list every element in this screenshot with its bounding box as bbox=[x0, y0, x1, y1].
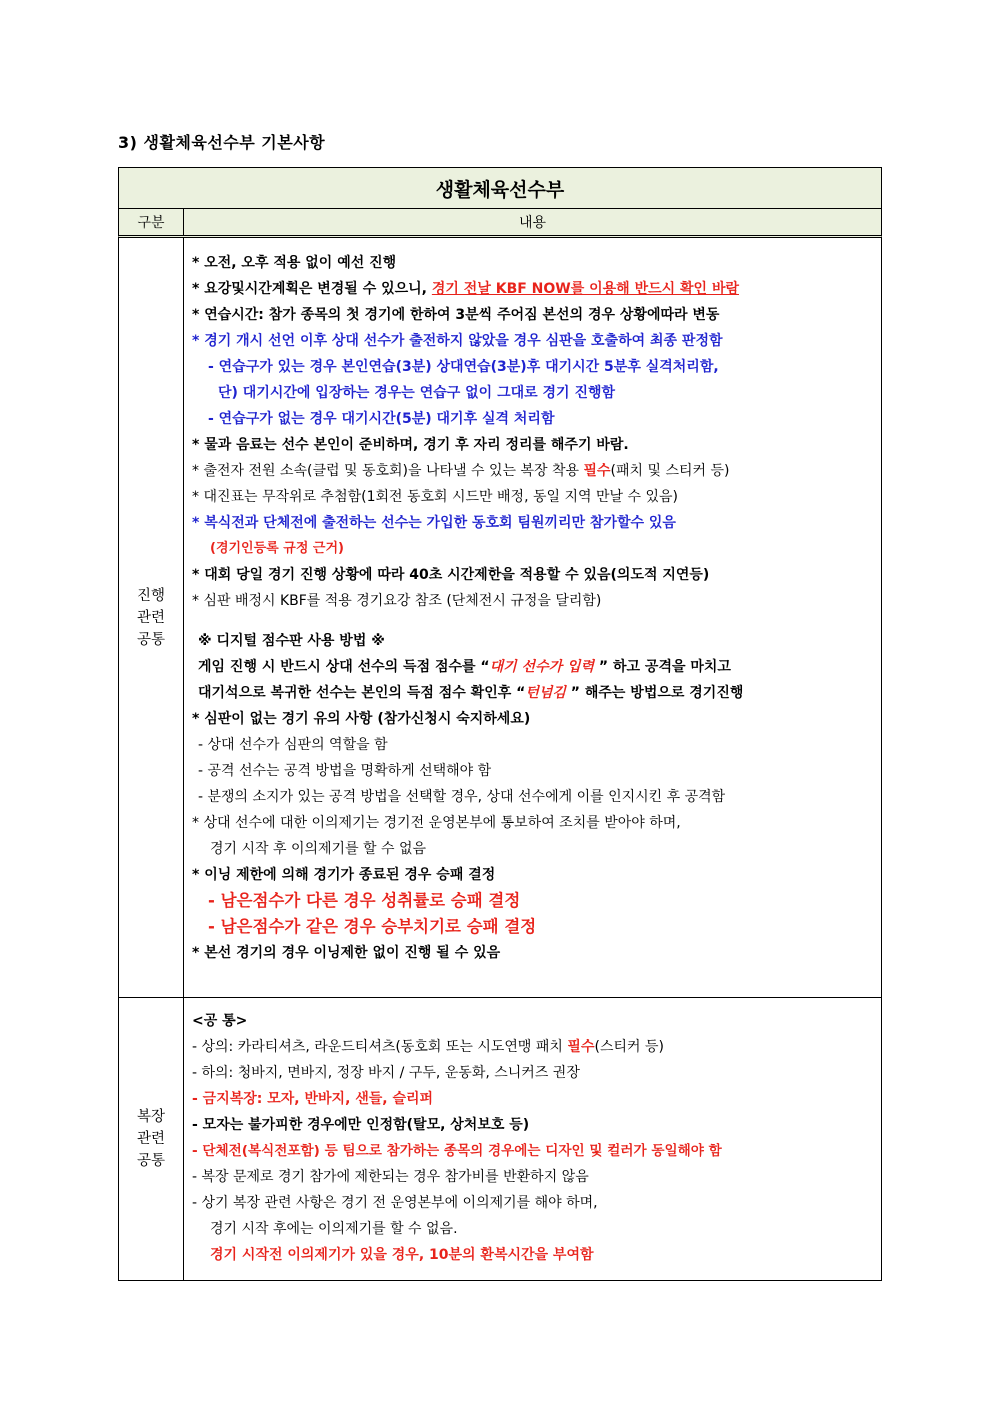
row-label-line: 관련 bbox=[136, 1131, 165, 1147]
list-item: - 상기 복장 관련 사항은 경기 전 운영본부에 이의제기를 해야 하며, bbox=[192, 1195, 598, 1211]
list-item: 경기 시작전 이의제기가 있을 경우, 10분의 환복시간을 부여함 bbox=[210, 1247, 594, 1263]
list-item: * 복식전과 단체전에 출전하는 선수는 가입한 동호회 팀원끼리만 참가할수 있음 bbox=[192, 515, 676, 531]
row-label-line: 관련 bbox=[136, 609, 165, 626]
text: (스티커 등) bbox=[594, 1039, 664, 1055]
list-item: * 이닝 제한에 의해 경기가 종료된 경우 승패 결정 bbox=[192, 867, 496, 883]
list-item: * 상대 선수에 대한 이의제기는 경기전 운영본부에 통보하여 조치를 받아야 하며, bbox=[192, 815, 681, 831]
list-item: - 하의: 청바지, 면바지, 정장 바지 / 구두, 운동화, 스니커즈 권장 bbox=[192, 1065, 580, 1081]
list-item: * 대진표는 무작위로 추첨함(1회전 동호회 시드만 배정, 동일 지역 만날 수 있음) bbox=[192, 489, 678, 505]
list-item: - 분쟁의 소지가 있는 공격 방법을 선택할 경우, 상대 선수에게 이를 인지시킨 후 공격함 bbox=[198, 789, 726, 805]
text: 게임 진행 시 반드시 상대 선수의 득점 점수를 “ bbox=[198, 659, 490, 675]
text: ” 하고 공격을 마치고 bbox=[594, 659, 731, 675]
table-row-progress bbox=[118, 238, 882, 998]
table-row-attire bbox=[118, 998, 882, 1281]
list-item: * 물과 음료는 선수 본인이 준비하며, 경기 후 자리 정리를 해주기 바람. bbox=[192, 437, 629, 453]
list-item: * 본선 경기의 경우 이닝제한 없이 진행 될 수 있음 bbox=[192, 945, 501, 961]
section-title: 3) 생활체육선수부 기본사항 bbox=[118, 133, 326, 152]
list-item: (경기인등록 규정 근거) bbox=[210, 541, 344, 556]
highlight-text: 경기 전날 KBF NOW를 이용해 반드시 확인 바람 bbox=[431, 281, 739, 297]
list-item: 단) 대기시간에 입장하는 경우는 연습구 없이 그대로 경기 진행함 bbox=[218, 385, 616, 401]
rules-table bbox=[118, 167, 882, 1281]
highlight-text: 필수 bbox=[567, 1039, 595, 1055]
progress-content bbox=[184, 238, 881, 997]
header-content: 내용 bbox=[518, 215, 547, 231]
list-item: - 공격 선수는 공격 방법을 명확하게 선택해야 함 bbox=[198, 763, 492, 779]
table-header-row bbox=[118, 208, 882, 238]
list-item bbox=[192, 1034, 881, 1060]
list-item bbox=[192, 276, 881, 302]
list-item: * 심판이 없는 경기 유의 사항 (참가신청시 숙지하세요) bbox=[192, 711, 531, 727]
list-item: - 복장 문제로 경기 참가에 제한되는 경우 참가비를 반환하지 않음 bbox=[192, 1169, 589, 1185]
subsection-title: ※ 디지털 점수판 사용 방법 ※ bbox=[198, 633, 385, 649]
highlight-text: 필수 bbox=[583, 463, 611, 479]
list-item: - 금지복장: 모자, 반바지, 샌들, 슬리퍼 bbox=[192, 1091, 434, 1107]
list-item bbox=[192, 458, 881, 484]
list-item: - 연습구가 없는 경우 대기시간(5분) 대기후 실격 처리함 bbox=[208, 411, 555, 427]
row-label-attire bbox=[119, 998, 184, 1280]
list-item: - 모자는 불가피한 경우에만 인정함(탈모, 상처보호 등) bbox=[192, 1117, 530, 1133]
row-label-progress bbox=[119, 238, 184, 997]
list-item: - 상대 선수가 심판의 역할을 함 bbox=[198, 737, 388, 753]
text: (패치 및 스티커 등) bbox=[610, 463, 730, 479]
attire-content bbox=[184, 998, 881, 1280]
row-label-line: 공통 bbox=[136, 631, 165, 648]
list-item: - 남은점수가 다른 경우 성취률로 승패 결정 bbox=[208, 891, 521, 910]
header-category: 구분 bbox=[119, 209, 184, 235]
list-item: * 연습시간: 참가 종목의 첫 경기에 한하여 3분씩 주어짐 본선의 경우 상황에따라 변동 bbox=[192, 307, 720, 323]
text: 대기석으로 복귀한 선수는 본인의 득점 점수 확인후 “ bbox=[198, 685, 526, 701]
text: * 요강및시간계획은 변경될 수 있으니, bbox=[192, 281, 432, 297]
highlight-text: 대기 선수가 입력 bbox=[489, 659, 595, 675]
list-item: * 오전, 오후 적용 없이 예선 진행 bbox=[192, 255, 397, 271]
list-item: - 남은점수가 같은 경우 승부치기로 승패 결정 bbox=[208, 917, 537, 936]
highlight-text: 턴넘김 bbox=[525, 685, 566, 701]
list-item: 경기 시작 후에는 이의제기를 할 수 없음. bbox=[210, 1221, 458, 1237]
list-item: - 단체전(복식전포함) 등 팀으로 참가하는 종목의 경우에는 디자인 및 컬러가 동일해야 함 bbox=[192, 1143, 722, 1159]
list-item: * 경기 개시 선언 이후 상대 선수가 출전하지 않았을 경우 심판을 호출하여 최종 판정함 bbox=[192, 333, 723, 349]
subsection-title: <공 통> bbox=[192, 1013, 248, 1029]
list-item bbox=[192, 680, 881, 706]
row-label-line: 공통 bbox=[136, 1153, 165, 1169]
row-label-line: 복장 bbox=[136, 1109, 165, 1125]
list-item: - 연습구가 있는 경우 본인연습(3분) 상대연습(3분)후 대기시간 5분후 실격처리함, bbox=[208, 359, 719, 375]
row-label-line: 진행 bbox=[136, 587, 165, 604]
list-item bbox=[192, 654, 881, 680]
text: * 출전자 전원 소속(클럽 및 동호회)을 나타낼 수 있는 복장 착용 bbox=[192, 463, 584, 479]
table-title: 생활체육선수부 bbox=[118, 167, 882, 208]
list-item: * 대회 당일 경기 진행 상황에 따라 40초 시간제한을 적용할 수 있음(의도적 지연등) bbox=[192, 567, 710, 583]
text: - 상의: 카라티셔츠, 라운드티셔츠(동호회 또는 시도연맹 패치 bbox=[192, 1039, 568, 1055]
list-item: 경기 시작 후 이의제기를 할 수 없음 bbox=[210, 841, 427, 857]
text: ” 해주는 방법으로 경기진행 bbox=[565, 685, 744, 701]
list-item: * 심판 배정시 KBF를 적용 경기요강 참조 (단체전시 규정을 달리함) bbox=[192, 593, 602, 609]
